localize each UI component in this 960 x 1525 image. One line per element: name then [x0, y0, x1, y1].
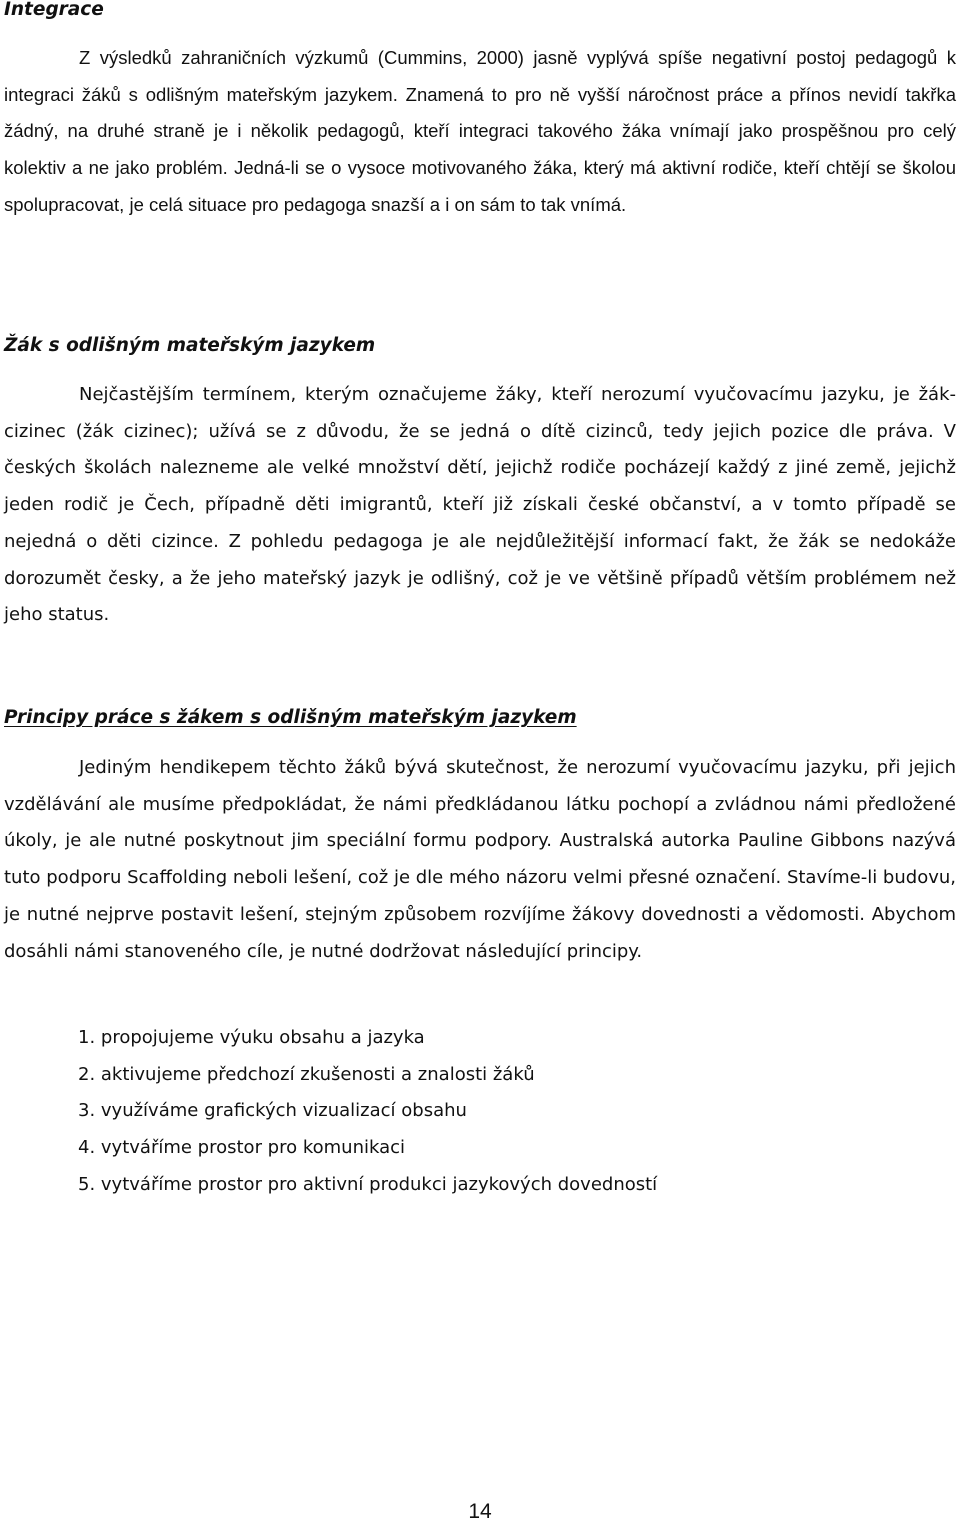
list-item: 2. aktivujeme předchozí zkušenosti a znalosti žáků	[78, 1063, 535, 1085]
section-heading-integration: Integrace	[4, 0, 104, 20]
list-item: 5. vytváříme prostor pro aktivní produkci jazykových dovedností	[78, 1173, 658, 1195]
paragraph-pupil: Nejčastějším termínem, kterým označujeme žáky, kteří nerozumí vyučovacímu jazyku, je žák-cizinec (žák cizinec); užívá se z důvodu, že se jedná o dítě cizinců, tedy jejich pozice dle práva. V českých školách nalezneme ale velké množství dětí, jejichž rodiče pocházejí každý z jiné země, jejichž jeden rodič je Čech, případně děti imigrantů, kteří již získali české občanství, a v tomto případě se nejedná o děti cizince. Z pohledu pedagoga je ale nejdůležitější informací fakt, že žák se nedokáže dorozumět česky, a že jeho mateřský jazyk je odlišný, což je ve většině případů větším problémem než jeho status.	[4, 384, 956, 626]
page-number: 14	[468, 1500, 492, 1523]
section-heading-pupil: Žák s odlišným mateřským jazykem	[4, 335, 376, 356]
section-heading-principles: Principy práce s žákem s odlišným mateřským jazykem	[4, 707, 577, 728]
principles-list	[78, 1020, 657, 1204]
paragraph-integration: Z výsledků zahraničních výzkumů (Cummins, 2000) jasně vyplývá spíše negativní postoj pedagogů k integraci žáků s odlišným mateřským jazykem. Znamená to pro ně vyšší náročnost práce a přínos nevidí takřka žádný, na druhé straně je i několik pedagogů, kteří integraci takového žáka vnímají jako prospěšnou pro celý kolektiv a ne jako problém. Jedná-li se o vysoce motivovaného žáka, který má aktivní rodiče, kteří chtějí se školou spolupracovat, je celá situace pro pedagoga snazší a i on sám to tak vnímá.	[4, 47, 956, 215]
list-item: 4. vytváříme prostor pro komunikaci	[78, 1137, 406, 1159]
list-item: 1. propojujeme výuku obsahu a jazyka	[78, 1027, 425, 1048]
paragraph-principles: Jediným hendikepem těchto žáků bývá skutečnost, že nerozumí vyučovacímu jazyku, při jejich vzdělávání ale musíme předpokládat, že námi předkládanou látku pochopí a zvládnou námi předložené úkoly, je ale nutné poskytnout jim speciální formu podpory. Australská autorka Pauline Gibbons nazývá tuto podporu Scaffolding neboli lešení, což je dle mého názoru velmi přesné označení. Stavíme-li budovu, je nutné nejprve postavit lešení, stejným způsobem rozvíjíme žákovy dovednosti a vědomosti. Abychom dosáhli námi stanoveného cíle, je nutné dodržovat následující principy.	[4, 757, 956, 962]
list-item: 3. využíváme grafických vizualizací obsahu	[78, 1100, 467, 1122]
